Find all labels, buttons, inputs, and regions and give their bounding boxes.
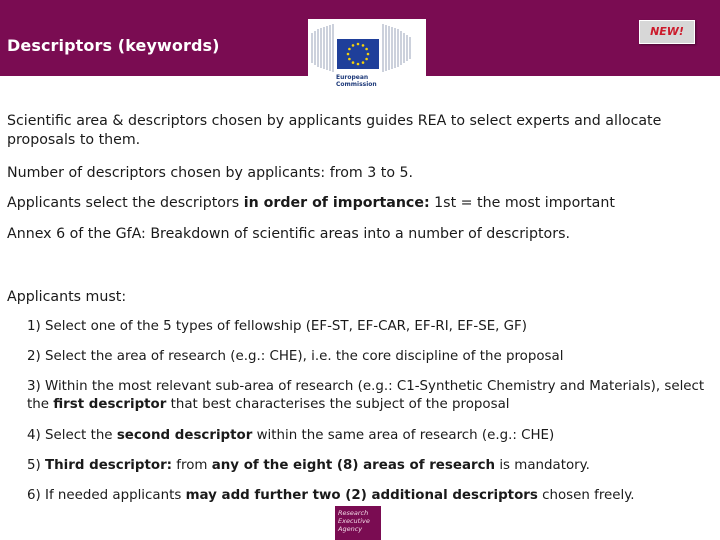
list-item-fellowship: 1) Select one of the 5 types of fellowship (EF-ST, EF-CAR, EF-RI, EF-SE, GF) [27, 319, 527, 334]
new-badge: NEW! [639, 20, 695, 44]
list-item-second-descriptor: 4) Select the second descriptor within the same area of research (e.g.: CHE) [27, 428, 555, 443]
paragraph-annex: Annex 6 of the GfA: Breakdown of scientific areas into a number of descriptors. [7, 226, 570, 242]
list-item-additional-descriptors: 6) If needed applicants may add further two (2) additional descriptors chosen freely. [27, 488, 635, 503]
commission-building-icon [308, 19, 426, 77]
paragraph-scientific-area: Scientific area & descriptors chosen by applicants guides REA to select experts and allocate proposals to them. [7, 113, 662, 148]
list-item-first-descriptor: 3) Within the most relevant sub-area of research (e.g.: C1-Synthetic Chemistry and Materials), select the first descriptor that best characterises the subject of the proposal [27, 379, 705, 412]
paragraph-number-of-descriptors: Number of descriptors chosen by applicants: from 3 to 5. [7, 165, 414, 181]
european-commission-logo [308, 19, 426, 98]
rea-agency-logo: Research Executive Agency [335, 506, 381, 540]
paragraph-applicants-must: Applicants must: [7, 289, 127, 305]
page-title: Descriptors (keywords) [7, 36, 220, 55]
paragraph-order-of-importance: Applicants select the descriptors in order of importance: 1st = the most important [7, 195, 615, 211]
logo-wordmark: European Commission [336, 74, 377, 88]
list-item-third-descriptor: 5) Third descriptor: from any of the eight (8) areas of research is mandatory. [27, 458, 590, 473]
list-item-area: 2) Select the area of research (e.g.: CHE), i.e. the core discipline of the proposal [27, 349, 564, 364]
